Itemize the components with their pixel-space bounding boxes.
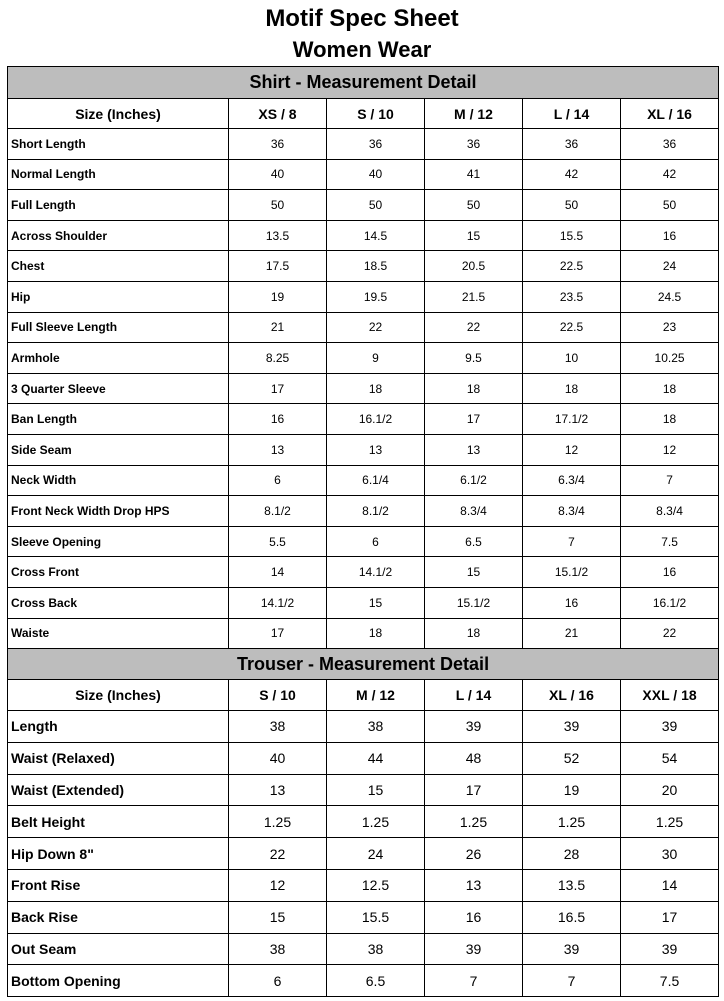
measurement-value: 23 [621, 312, 719, 343]
measurement-value: 17 [229, 373, 327, 404]
measurement-value: 38 [229, 933, 327, 965]
measurement-value: 13 [425, 869, 523, 901]
measurement-value: 12 [523, 434, 621, 465]
measurement-value: 1.25 [425, 806, 523, 838]
measurement-label: Hip Down 8" [8, 838, 229, 870]
measurement-label: Waist (Relaxed) [8, 742, 229, 774]
measurement-label: Short Length [8, 129, 229, 160]
table-row [8, 742, 719, 774]
size-column-header: XL / 16 [523, 680, 621, 711]
measurement-value: 12 [621, 434, 719, 465]
trouser-section-title: Trouser - Measurement Detail [8, 649, 719, 680]
table-row [8, 557, 719, 588]
measurement-label: Chest [8, 251, 229, 282]
measurement-label: Cross Back [8, 587, 229, 618]
measurement-value: 17 [425, 774, 523, 806]
measurement-value: 14 [229, 557, 327, 588]
measurement-value: 44 [327, 742, 425, 774]
measurement-value: 15 [327, 587, 425, 618]
measurement-label: Normal Length [8, 159, 229, 190]
measurement-value: 16.1/2 [327, 404, 425, 435]
table-row [8, 404, 719, 435]
table-row [8, 869, 719, 901]
measurement-value: 50 [229, 190, 327, 221]
measurement-value: 6.5 [327, 965, 425, 997]
shirt-header-row [8, 99, 719, 129]
table-row [8, 711, 719, 743]
measurement-value: 7 [523, 526, 621, 557]
measurement-label: Front Rise [8, 869, 229, 901]
measurement-value: 10 [523, 343, 621, 374]
measurement-value: 38 [229, 711, 327, 743]
table-row [8, 159, 719, 190]
measurement-value: 16.5 [523, 901, 621, 933]
table-row [8, 838, 719, 870]
measurement-value: 22 [327, 312, 425, 343]
table-row [8, 220, 719, 251]
table-row [8, 251, 719, 282]
trouser-header-row [8, 680, 719, 711]
measurement-label: 3 Quarter Sleeve [8, 373, 229, 404]
measurement-value: 7.5 [621, 965, 719, 997]
measurement-value: 6.5 [425, 526, 523, 557]
measurement-value: 8.3/4 [523, 496, 621, 527]
measurement-value: 13 [229, 434, 327, 465]
measurement-value: 1.25 [229, 806, 327, 838]
measurement-value: 36 [621, 129, 719, 160]
measurement-value: 7 [621, 465, 719, 496]
measurement-value: 39 [621, 711, 719, 743]
measurement-value: 1.25 [523, 806, 621, 838]
measurement-value: 22 [229, 838, 327, 870]
size-column-header: S / 10 [327, 99, 425, 129]
measurement-value: 7.5 [621, 526, 719, 557]
measurement-label: Front Neck Width Drop HPS [8, 496, 229, 527]
size-column-header: Size (Inches) [8, 680, 229, 711]
measurement-value: 13.5 [523, 869, 621, 901]
table-row [8, 465, 719, 496]
measurement-value: 13 [425, 434, 523, 465]
measurement-value: 28 [523, 838, 621, 870]
measurement-value: 12 [229, 869, 327, 901]
table-row [8, 933, 719, 965]
measurement-value: 52 [523, 742, 621, 774]
measurement-value: 18 [425, 618, 523, 649]
measurement-label: Across Shoulder [8, 220, 229, 251]
measurement-value: 41 [425, 159, 523, 190]
measurement-label: Armhole [8, 343, 229, 374]
measurement-value: 17 [621, 901, 719, 933]
measurement-value: 6.3/4 [523, 465, 621, 496]
measurement-value: 36 [523, 129, 621, 160]
measurement-value: 16 [523, 587, 621, 618]
size-column-header: XL / 16 [621, 99, 719, 129]
measurement-value: 6 [229, 465, 327, 496]
measurement-label: Back Rise [8, 901, 229, 933]
measurement-value: 14 [621, 869, 719, 901]
measurement-value: 50 [621, 190, 719, 221]
size-column-header: XS / 8 [229, 99, 327, 129]
shirt-measurement-table [7, 66, 719, 649]
measurement-value: 18 [621, 373, 719, 404]
page-subtitle: Women Wear [292, 37, 432, 62]
measurement-value: 17 [425, 404, 523, 435]
measurement-value: 9.5 [425, 343, 523, 374]
measurement-value: 36 [229, 129, 327, 160]
measurement-value: 16 [229, 404, 327, 435]
measurement-value: 15.1/2 [425, 587, 523, 618]
size-column-header: S / 10 [229, 680, 327, 711]
measurement-value: 50 [327, 190, 425, 221]
measurement-value: 13 [229, 774, 327, 806]
size-column-header: M / 12 [425, 99, 523, 129]
measurement-value: 19 [523, 774, 621, 806]
measurement-value: 50 [523, 190, 621, 221]
measurement-value: 17 [229, 618, 327, 649]
measurement-value: 39 [425, 711, 523, 743]
size-column-header: L / 14 [425, 680, 523, 711]
measurement-value: 12.5 [327, 869, 425, 901]
measurement-value: 39 [523, 711, 621, 743]
measurement-value: 39 [621, 933, 719, 965]
measurement-value: 50 [425, 190, 523, 221]
measurement-value: 38 [327, 711, 425, 743]
table-row [8, 373, 719, 404]
table-row [8, 281, 719, 312]
measurement-value: 54 [621, 742, 719, 774]
measurement-value: 38 [327, 933, 425, 965]
measurement-value: 8.1/2 [327, 496, 425, 527]
measurement-label: Bottom Opening [8, 965, 229, 997]
measurement-label: Waist (Extended) [8, 774, 229, 806]
table-row [8, 618, 719, 649]
measurement-value: 8.1/2 [229, 496, 327, 527]
measurement-value: 13.5 [229, 220, 327, 251]
table-row [8, 343, 719, 374]
table-row [8, 587, 719, 618]
measurement-value: 5.5 [229, 526, 327, 557]
measurement-value: 19.5 [327, 281, 425, 312]
measurement-value: 42 [621, 159, 719, 190]
measurement-value: 13 [327, 434, 425, 465]
table-row [8, 312, 719, 343]
measurement-value: 14.1/2 [229, 587, 327, 618]
measurement-value: 15.1/2 [523, 557, 621, 588]
measurement-value: 7 [523, 965, 621, 997]
measurement-value: 15 [229, 901, 327, 933]
measurement-value: 26 [425, 838, 523, 870]
measurement-value: 6.1/2 [425, 465, 523, 496]
measurement-value: 18 [621, 404, 719, 435]
measurement-label: Cross Front [8, 557, 229, 588]
measurement-label: Full Sleeve Length [8, 312, 229, 343]
measurement-value: 6.1/4 [327, 465, 425, 496]
measurement-value: 7 [425, 965, 523, 997]
measurement-value: 21 [229, 312, 327, 343]
table-row [8, 434, 719, 465]
measurement-value: 15.5 [523, 220, 621, 251]
measurement-value: 20.5 [425, 251, 523, 282]
measurement-value: 22 [621, 618, 719, 649]
measurement-value: 16 [425, 901, 523, 933]
measurement-value: 24 [621, 251, 719, 282]
measurement-value: 20 [621, 774, 719, 806]
measurement-value: 17.1/2 [523, 404, 621, 435]
measurement-value: 40 [229, 159, 327, 190]
measurement-value: 18 [425, 373, 523, 404]
measurement-value: 15 [425, 557, 523, 588]
table-row [8, 965, 719, 997]
measurement-label: Ban Length [8, 404, 229, 435]
measurement-value: 10.25 [621, 343, 719, 374]
measurement-value: 30 [621, 838, 719, 870]
measurement-value: 8.3/4 [425, 496, 523, 527]
measurement-label: Neck Width [8, 465, 229, 496]
measurement-value: 15.5 [327, 901, 425, 933]
size-column-header: L / 14 [523, 99, 621, 129]
measurement-value: 9 [327, 343, 425, 374]
measurement-value: 39 [523, 933, 621, 965]
measurement-label: Out Seam [8, 933, 229, 965]
measurement-value: 18 [327, 618, 425, 649]
measurement-value: 36 [425, 129, 523, 160]
measurement-label: Hip [8, 281, 229, 312]
measurement-label: Waiste [8, 618, 229, 649]
measurement-value: 14.1/2 [327, 557, 425, 588]
measurement-value: 18 [327, 373, 425, 404]
measurement-value: 21.5 [425, 281, 523, 312]
table-row [8, 806, 719, 838]
measurement-label: Sleeve Opening [8, 526, 229, 557]
shirt-rows [8, 129, 719, 649]
table-row [8, 526, 719, 557]
measurement-value: 17.5 [229, 251, 327, 282]
measurement-value: 18 [523, 373, 621, 404]
trouser-measurement-table [7, 648, 719, 997]
measurement-value: 36 [327, 129, 425, 160]
table-row [8, 190, 719, 221]
measurement-value: 16 [621, 557, 719, 588]
trouser-rows [8, 711, 719, 997]
measurement-value: 1.25 [621, 806, 719, 838]
measurement-label: Full Length [8, 190, 229, 221]
measurement-value: 15 [425, 220, 523, 251]
measurement-value: 1.25 [327, 806, 425, 838]
measurement-value: 22.5 [523, 251, 621, 282]
measurement-label: Side Seam [8, 434, 229, 465]
measurement-value: 40 [229, 742, 327, 774]
measurement-value: 6 [229, 965, 327, 997]
size-column-header: XXL / 18 [621, 680, 719, 711]
measurement-value: 22 [425, 312, 523, 343]
measurement-value: 24 [327, 838, 425, 870]
measurement-label: Belt Height [8, 806, 229, 838]
measurement-value: 21 [523, 618, 621, 649]
measurement-value: 15 [327, 774, 425, 806]
measurement-value: 23.5 [523, 281, 621, 312]
measurement-value: 18.5 [327, 251, 425, 282]
measurement-value: 39 [425, 933, 523, 965]
measurement-value: 14.5 [327, 220, 425, 251]
measurement-value: 22.5 [523, 312, 621, 343]
measurement-value: 19 [229, 281, 327, 312]
measurement-value: 48 [425, 742, 523, 774]
measurement-value: 8.25 [229, 343, 327, 374]
table-row [8, 901, 719, 933]
measurement-value: 16 [621, 220, 719, 251]
measurement-value: 24.5 [621, 281, 719, 312]
measurement-label: Length [8, 711, 229, 743]
table-row [8, 129, 719, 160]
page-title: Motif Spec Sheet [265, 5, 459, 32]
measurement-value: 8.3/4 [621, 496, 719, 527]
measurement-value: 40 [327, 159, 425, 190]
table-row [8, 774, 719, 806]
shirt-section-title: Shirt - Measurement Detail [8, 67, 719, 99]
table-row [8, 496, 719, 527]
measurement-value: 42 [523, 159, 621, 190]
measurement-value: 16.1/2 [621, 587, 719, 618]
measurement-value: 6 [327, 526, 425, 557]
size-column-header: Size (Inches) [8, 99, 229, 129]
size-column-header: M / 12 [327, 680, 425, 711]
